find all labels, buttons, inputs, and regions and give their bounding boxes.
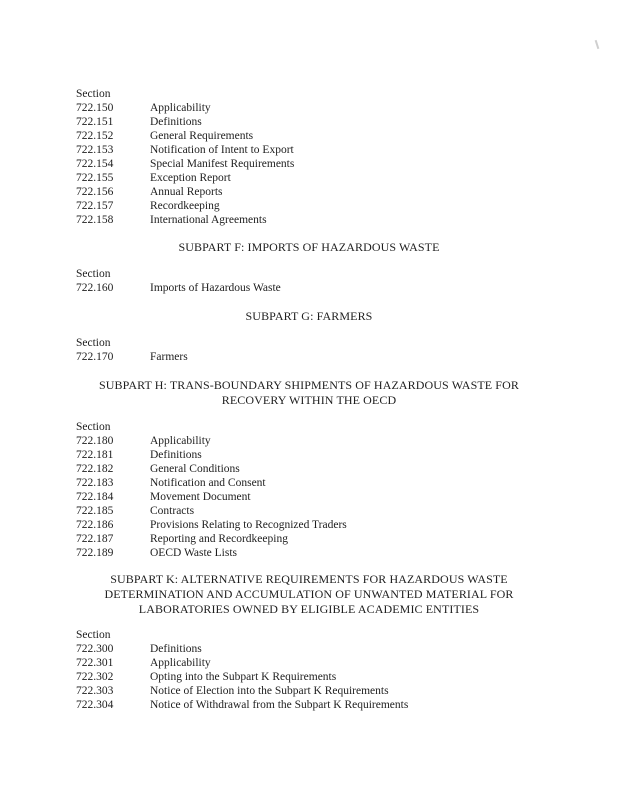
section-row (76, 518, 546, 532)
section-title: Recordkeeping (150, 200, 220, 212)
section-title: International Agreements (150, 214, 267, 226)
section-list-subpart-h (76, 420, 546, 560)
section-number: 722.158 (76, 214, 114, 226)
section-number: 722.184 (76, 491, 114, 503)
section-title: Notification and Consent (150, 477, 266, 489)
section-title: Definitions (150, 116, 202, 128)
section-row (76, 185, 546, 199)
section-number: 722.170 (76, 351, 114, 363)
section-title: Opting into the Subpart K Requirements (150, 671, 337, 683)
section-title: Definitions (150, 643, 202, 655)
section-row (76, 171, 546, 185)
subpart-f-heading: SUBPART F: IMPORTS OF HAZARDOUS WASTE (178, 240, 440, 254)
section-number: 722.150 (76, 102, 114, 114)
section-number: 722.303 (76, 685, 114, 697)
subpart-h-heading (76, 378, 542, 408)
section-row (76, 434, 546, 448)
section-number: 722.189 (76, 547, 114, 559)
section-number: 722.155 (76, 172, 114, 184)
section-title: Reporting and Recordkeeping (150, 533, 288, 545)
section-row (76, 157, 546, 171)
section-number: 722.183 (76, 477, 114, 489)
section-title: Provisions Relating to Recognized Traders (150, 519, 347, 531)
section-title: Applicability (150, 435, 211, 447)
section-row (76, 115, 546, 129)
section-row (76, 504, 546, 518)
section-row (76, 199, 546, 213)
subpart-g-heading: SUBPART G: FARMERS (245, 309, 373, 323)
section-title: Imports of Hazardous Waste (150, 282, 281, 294)
section-title: Definitions (150, 449, 202, 461)
section-number: 722.300 (76, 643, 114, 655)
section-title: General Requirements (150, 130, 254, 142)
section-label: Section (76, 268, 111, 280)
section-title: Applicability (150, 657, 211, 669)
section-row (76, 350, 546, 364)
section-number: 722.156 (76, 186, 114, 198)
section-number: 722.302 (76, 671, 114, 683)
heading-line: LABORATORIES OWNED BY ELIGIBLE ACADEMIC ENTITIES (138, 602, 480, 616)
section-row (76, 490, 546, 504)
section-row (76, 656, 546, 670)
section-title: Movement Document (150, 491, 251, 503)
section-label: Section (76, 421, 111, 433)
section-list-subpart-g (76, 336, 546, 364)
section-number: 722.154 (76, 158, 114, 170)
section-number: 722.185 (76, 505, 114, 517)
section-row (76, 281, 546, 295)
heading-line: SUBPART H: TRANS-BOUNDARY SHIPMENTS OF HAZARDOUS WASTE FOR (99, 378, 519, 392)
section-title: Exception Report (150, 172, 231, 184)
section-label: Section (76, 629, 111, 641)
section-row (76, 462, 546, 476)
section-row (76, 532, 546, 546)
section-title: Notice of Election into the Subpart K Requirements (150, 685, 389, 697)
section-title: Annual Reports (150, 186, 223, 198)
section-row (76, 448, 546, 462)
section-number: 722.152 (76, 130, 114, 142)
section-title: Farmers (150, 351, 188, 363)
section-label: Section (76, 337, 111, 349)
section-list-group-1 (76, 87, 546, 227)
section-number: 722.160 (76, 282, 114, 294)
heading-line: DETERMINATION AND ACCUMULATION OF UNWANTED MATERIAL FOR (104, 587, 514, 601)
heading-line: SUBPART K: ALTERNATIVE REQUIREMENTS FOR HAZARDOUS WASTE (110, 572, 508, 586)
section-number: 722.157 (76, 200, 114, 212)
section-number: 722.182 (76, 463, 114, 475)
section-number: 722.153 (76, 144, 114, 156)
section-number: 722.181 (76, 449, 114, 461)
section-row (76, 129, 546, 143)
section-list-subpart-f (76, 267, 546, 295)
section-title: Special Manifest Requirements (150, 158, 295, 170)
section-row (76, 476, 546, 490)
section-row (76, 143, 546, 157)
section-title: Notice of Withdrawal from the Subpart K Requirements (150, 699, 409, 711)
section-title: General Conditions (150, 463, 240, 475)
subpart-k-heading (76, 572, 542, 617)
section-row (76, 698, 546, 712)
section-row (76, 546, 546, 560)
section-number: 722.304 (76, 699, 114, 711)
section-row (76, 213, 546, 227)
section-number: 722.151 (76, 116, 114, 128)
section-title: Notification of Intent to Export (150, 144, 294, 156)
section-label: Section (76, 88, 111, 100)
section-title: Contracts (150, 505, 195, 517)
scan-artifact (595, 40, 600, 49)
heading-line: RECOVERY WITHIN THE OECD (221, 393, 397, 407)
section-title: Applicability (150, 102, 211, 114)
section-number: 722.180 (76, 435, 114, 447)
section-number: 722.301 (76, 657, 114, 669)
section-row (76, 670, 546, 684)
section-number: 722.187 (76, 533, 114, 545)
section-row (76, 101, 546, 115)
section-title: OECD Waste Lists (150, 547, 238, 559)
section-number: 722.186 (76, 519, 114, 531)
section-list-subpart-k (76, 628, 546, 712)
section-row (76, 684, 546, 698)
section-row (76, 642, 546, 656)
